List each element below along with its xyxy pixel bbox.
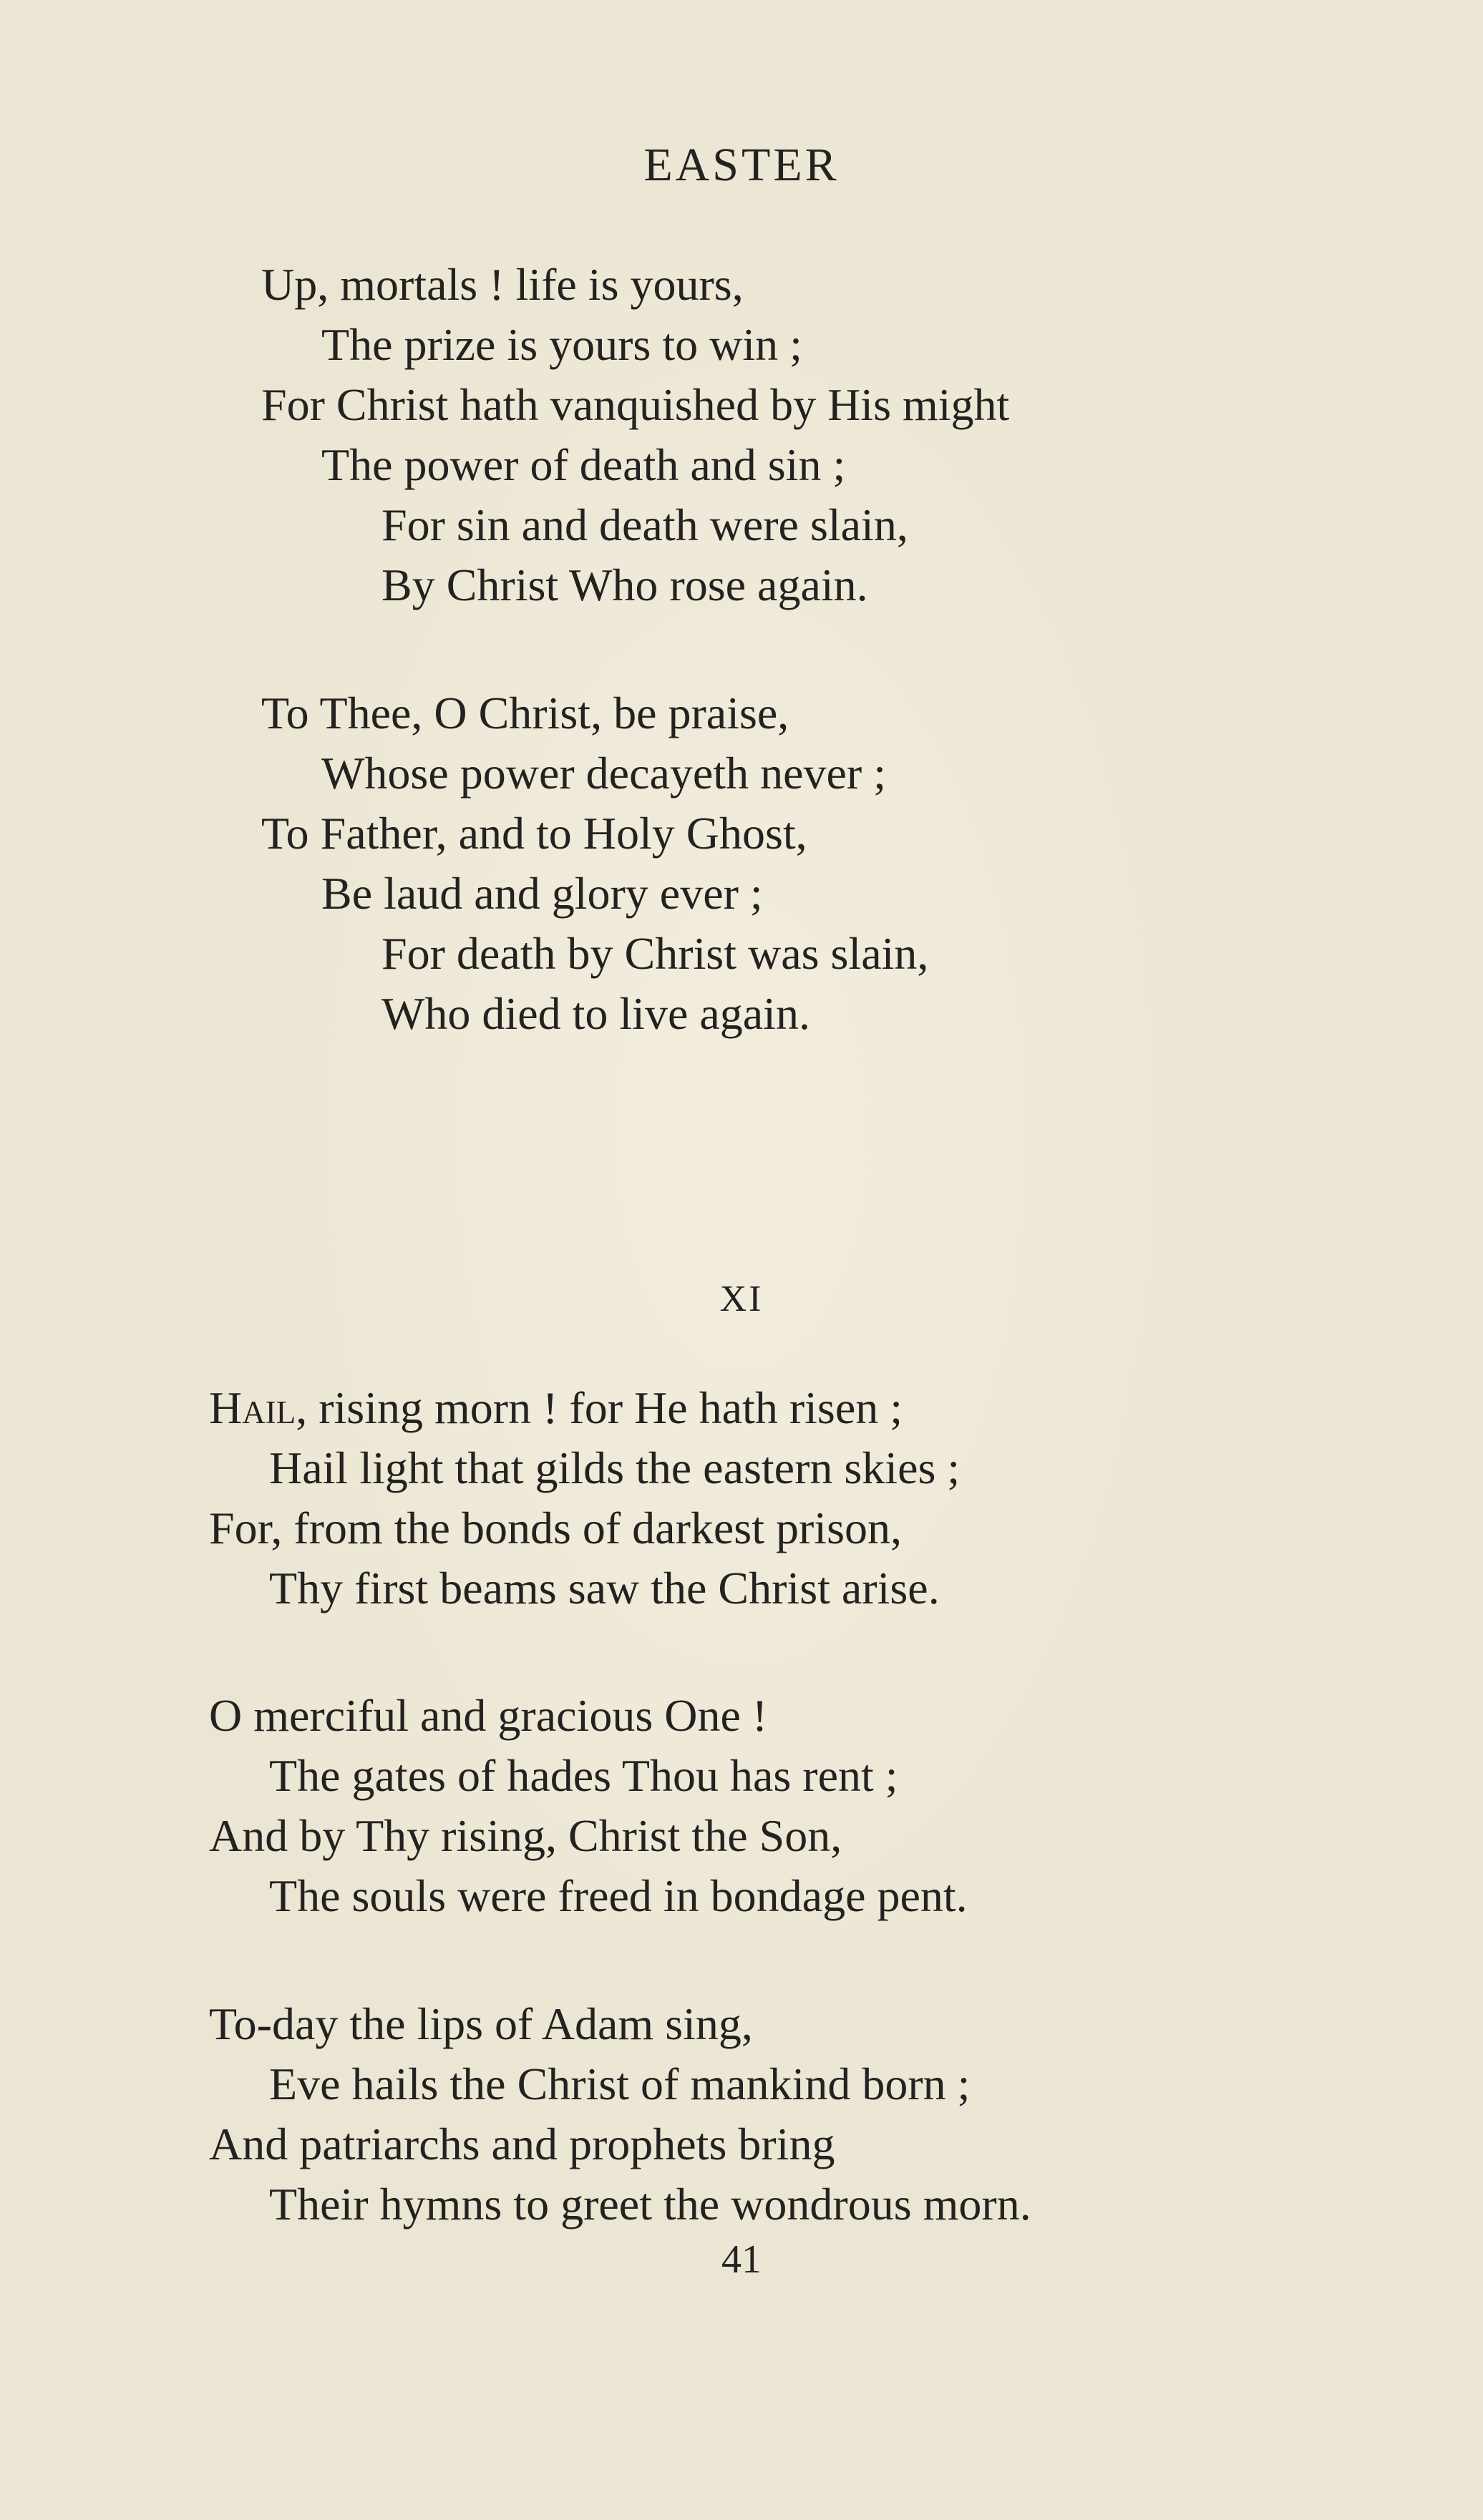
verse-line-first xyxy=(209,1378,960,1438)
verse-line: For, from the bonds of darkest prison, xyxy=(209,1503,902,1553)
verse-line: And patriarchs and prophets bring xyxy=(209,2119,835,2169)
verse-line: Thy first beams saw the Christ arise. xyxy=(269,1563,940,1613)
verse-line: For sin and death were slain, xyxy=(381,499,908,550)
verse-line: By Christ Who rose again. xyxy=(381,560,868,610)
verse-line: O merciful and gracious One ! xyxy=(209,1690,768,1741)
verse-line: Their hymns to greet the wondrous morn. xyxy=(269,2179,1031,2230)
verse-line: Up, mortals ! life is yours, xyxy=(261,259,744,310)
drop-word: Hail xyxy=(209,1382,296,1433)
section-number: XI xyxy=(719,1279,764,1319)
verse-line: The souls were freed in bondage pent. xyxy=(269,1870,968,1921)
verse-line: To Father, and to Holy Ghost, xyxy=(261,808,807,859)
stanza xyxy=(209,1994,1031,2235)
page-number: 41 xyxy=(721,2237,762,2282)
stanza xyxy=(209,1378,960,1618)
verse-line: The power of death and sin ; xyxy=(321,439,846,490)
verse-line: Hail light that gilds the eastern skies ; xyxy=(269,1442,961,1493)
verse-line: Eve hails the Christ of mankind born ; xyxy=(269,2059,971,2109)
first-line-rest: , rising morn ! for He hath risen ; xyxy=(296,1382,903,1433)
running-head: EASTER xyxy=(643,139,840,191)
verse-line: For Christ hath vanquished by His might xyxy=(261,379,1010,430)
stanza xyxy=(261,255,1009,615)
stanza xyxy=(261,683,928,1044)
verse-line: Who died to live again. xyxy=(381,988,810,1039)
verse-line: And by Thy rising, Christ the Son, xyxy=(209,1810,842,1861)
verse-line: The prize is yours to win ; xyxy=(321,319,802,370)
verse-line: To Thee, O Christ, be praise, xyxy=(261,688,789,738)
verse-line: The gates of hades Thou has rent ; xyxy=(269,1750,898,1801)
stanza xyxy=(209,1686,968,1926)
verse-line: For death by Christ was slain, xyxy=(381,928,929,979)
verse-line: Whose power decayeth never ; xyxy=(321,748,886,799)
verse-line: To-day the lips of Adam sing, xyxy=(209,1998,753,2049)
verse-line: Be laud and glory ever ; xyxy=(321,868,763,919)
